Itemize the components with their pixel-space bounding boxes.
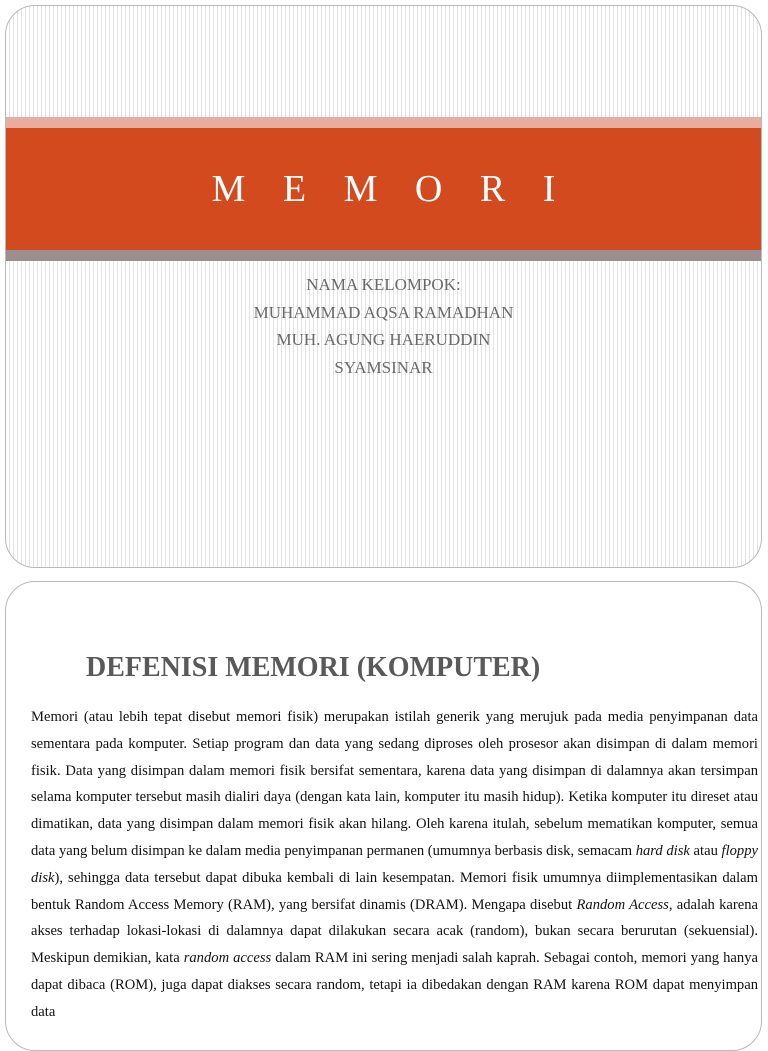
paragraph-italic: hard disk bbox=[635, 842, 690, 859]
title-band-top-stripe bbox=[6, 117, 761, 128]
definition-paragraph bbox=[31, 704, 758, 1026]
member-name: MUH. AGUNG HAERUDDIN bbox=[276, 330, 491, 349]
paragraph-text: , adalah karena akses terhadap lokasi-lokasi di dalamnya dapat dilakukan secara acak (random), bukan secara berurutan (sekuensial). Meskipun demikian, kata bbox=[31, 896, 758, 967]
paragraph-text: dalam RAM ini sering menjadi salah kaprah. Sebagai contoh, memori yang hanya dapat dibaca (ROM), juga dapat diakses secara random, tetapi ia dibedakan dengan RAM karena ROM dapat menyimpan data bbox=[31, 950, 758, 1020]
paragraph-text: Memori (atau lebih tepat disebut memori fisik) merupakan istilah generik yang merujuk pada media penyimpanan data sementara pada komputer. Setiap program dan data yang sedang diproses oleh prosesor akan disimpan di dalam memori fisik. Data yang disimpan dalam memori fisik bersifat sementara, karena data yang disimpan di dalamnya akan tersimpan selama komputer tersebut masih dialiri daya (dengan kata lain, komputer itu masih hidup). Ketika komputer itu direset atau dimatikan, data yang disimpan dalam memori fisik akan hilang. Oleh karena itulah, sebelum mematikan komputer, semua data yang belum disimpan ke dalam media penyimpanan permanen (umumnya berbasis disk, semacam bbox=[31, 709, 758, 859]
group-members bbox=[6, 271, 761, 381]
paragraph-italic: random access bbox=[183, 950, 272, 967]
slide-heading: DEFENISI MEMORI (KOMPUTER) bbox=[86, 652, 541, 683]
title-band-bottom-stripe bbox=[6, 250, 761, 261]
paragraph-text: ), sehingga data tersebut dapat dibuka kembali di lain kesempatan. Memori fisik umumnya diimplementasikan dalam bentuk Random Access Memory (RAM), yang bersifat dinamis (DRAM). Mengapa disebut bbox=[31, 869, 758, 913]
group-label: NAMA KELOMPOK: bbox=[306, 275, 461, 294]
paragraph-italic: Random Access bbox=[576, 896, 669, 913]
title-slide bbox=[5, 5, 762, 568]
paragraph-italic: floppy disk bbox=[31, 842, 759, 886]
member-name: MUHAMMAD AQSA RAMADHAN bbox=[253, 302, 514, 322]
paragraph-text: atau bbox=[689, 842, 722, 859]
title-band bbox=[6, 128, 761, 250]
slide-title: M E M O R I bbox=[211, 168, 570, 210]
member-name: SYAMSINAR bbox=[334, 357, 433, 377]
content-slide bbox=[5, 581, 762, 1051]
